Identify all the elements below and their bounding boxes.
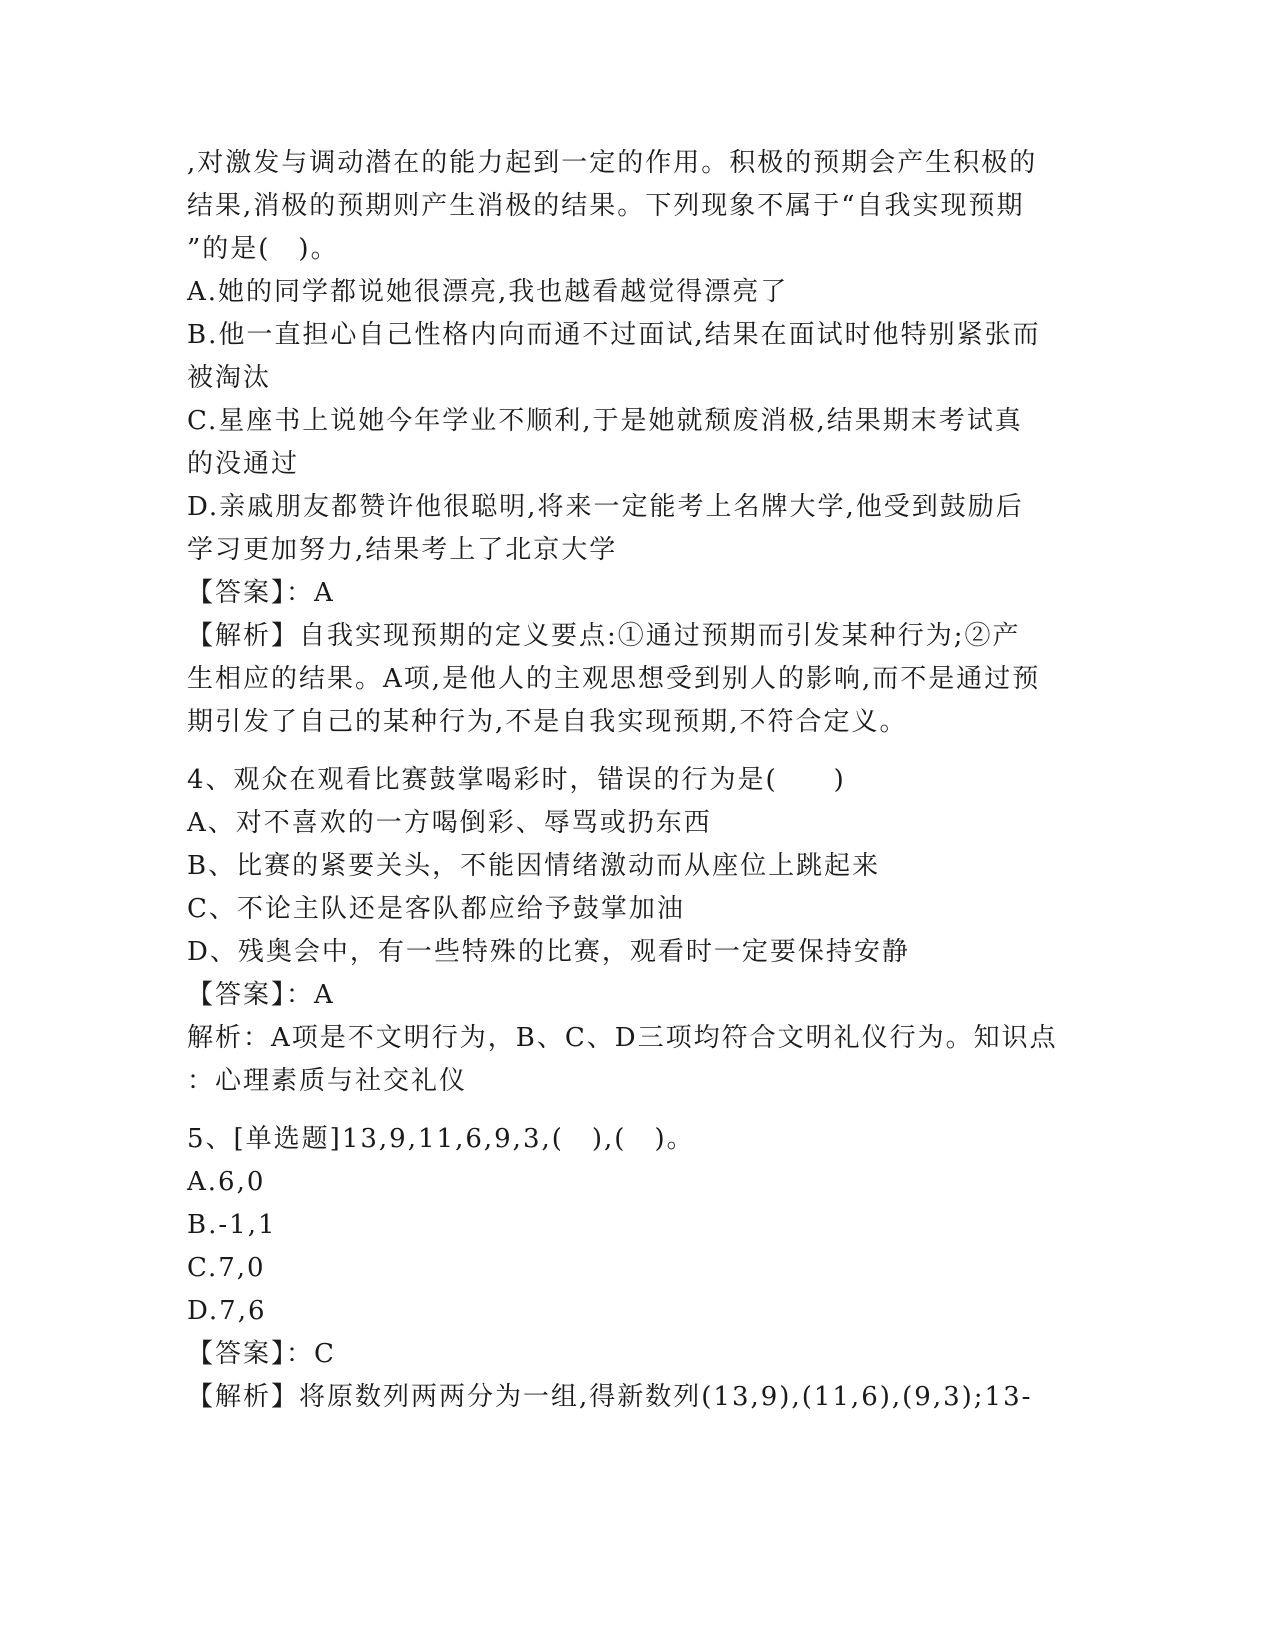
- analysis-line: 【解析】将原数列两两分为一组,得新数列(13,9),(11,6),(9,3);13-: [187, 1382, 1033, 1412]
- option-b-continued: 被淘汰: [187, 363, 272, 393]
- answer-line: 【答案】：C: [187, 1339, 336, 1369]
- option-d-continued: 学习更加努力,结果考上了北京大学: [187, 535, 618, 565]
- question-5: [187, 1118, 1087, 1419]
- option-b: B.他一直担心自己性格内向而通不过面试,结果在面试时他特别紧张而: [187, 320, 1041, 350]
- option-b: B.-1,1: [187, 1210, 277, 1240]
- analysis-line: ：心理素质与社交礼仪: [187, 1066, 468, 1096]
- option-b: B、比赛的紧要关头，不能因情绪激动而从座位上跳起来: [187, 851, 881, 881]
- option-c: C.星座书上说她今年学业不顺利,于是她就颓废消极,结果期末考试真: [187, 406, 1023, 436]
- option-c: C、不论主队还是客队都应给予鼓掌加油: [187, 894, 685, 924]
- option-d: D、残奥会中，有一些特殊的比赛，观看时一定要保持安静: [187, 937, 910, 967]
- analysis-line: 期引发了自己的某种行为,不是自我实现预期,不符合定义。: [187, 707, 908, 737]
- question-3-continuation: [187, 142, 1087, 744]
- analysis-line: 解析：A项是不文明行为，B、C、D三项均符合文明礼仪行为。知识点: [187, 1023, 1058, 1053]
- question-text-line: ”的是( )。: [187, 234, 339, 264]
- document-page: [187, 142, 1087, 1419]
- option-a: A.她的同学都说她很漂亮,我也越看越觉得漂亮了: [187, 277, 789, 307]
- question-4: [187, 759, 1087, 1103]
- option-a: A、对不喜欢的一方喝倒彩、辱骂或扔东西: [187, 808, 712, 838]
- question-text-line: ,对激发与调动潜在的能力起到一定的作用。积极的预期会产生积极的: [187, 148, 1038, 178]
- analysis-line: 生相应的结果。A项,是他人的主观思想受到别人的影响,而不是通过预: [187, 664, 1041, 694]
- option-d: D.亲戚朋友都赞许他很聪明,将来一定能考上名牌大学,他受到鼓励后: [187, 492, 1024, 522]
- question-text-line: 结果,消极的预期则产生消极的结果。下列现象不属于“自我实现预期: [187, 191, 1025, 221]
- question-title: 5、[单选题]13,9,11,6,9,3,( ),( )。: [187, 1124, 695, 1154]
- question-title: 4、观众在观看比赛鼓掌喝彩时，错误的行为是( ): [187, 765, 846, 795]
- option-a: A.6,0: [187, 1167, 266, 1197]
- option-c-continued: 的没通过: [187, 449, 300, 479]
- answer-line: 【答案】：A: [187, 980, 335, 1010]
- option-c: C.7,0: [187, 1253, 266, 1283]
- answer-line: 【答案】：A: [187, 578, 335, 608]
- option-d: D.7,6: [187, 1296, 267, 1326]
- analysis-line: 【解析】自我实现预期的定义要点:①通过预期而引发某种行为;②产: [187, 621, 1021, 651]
